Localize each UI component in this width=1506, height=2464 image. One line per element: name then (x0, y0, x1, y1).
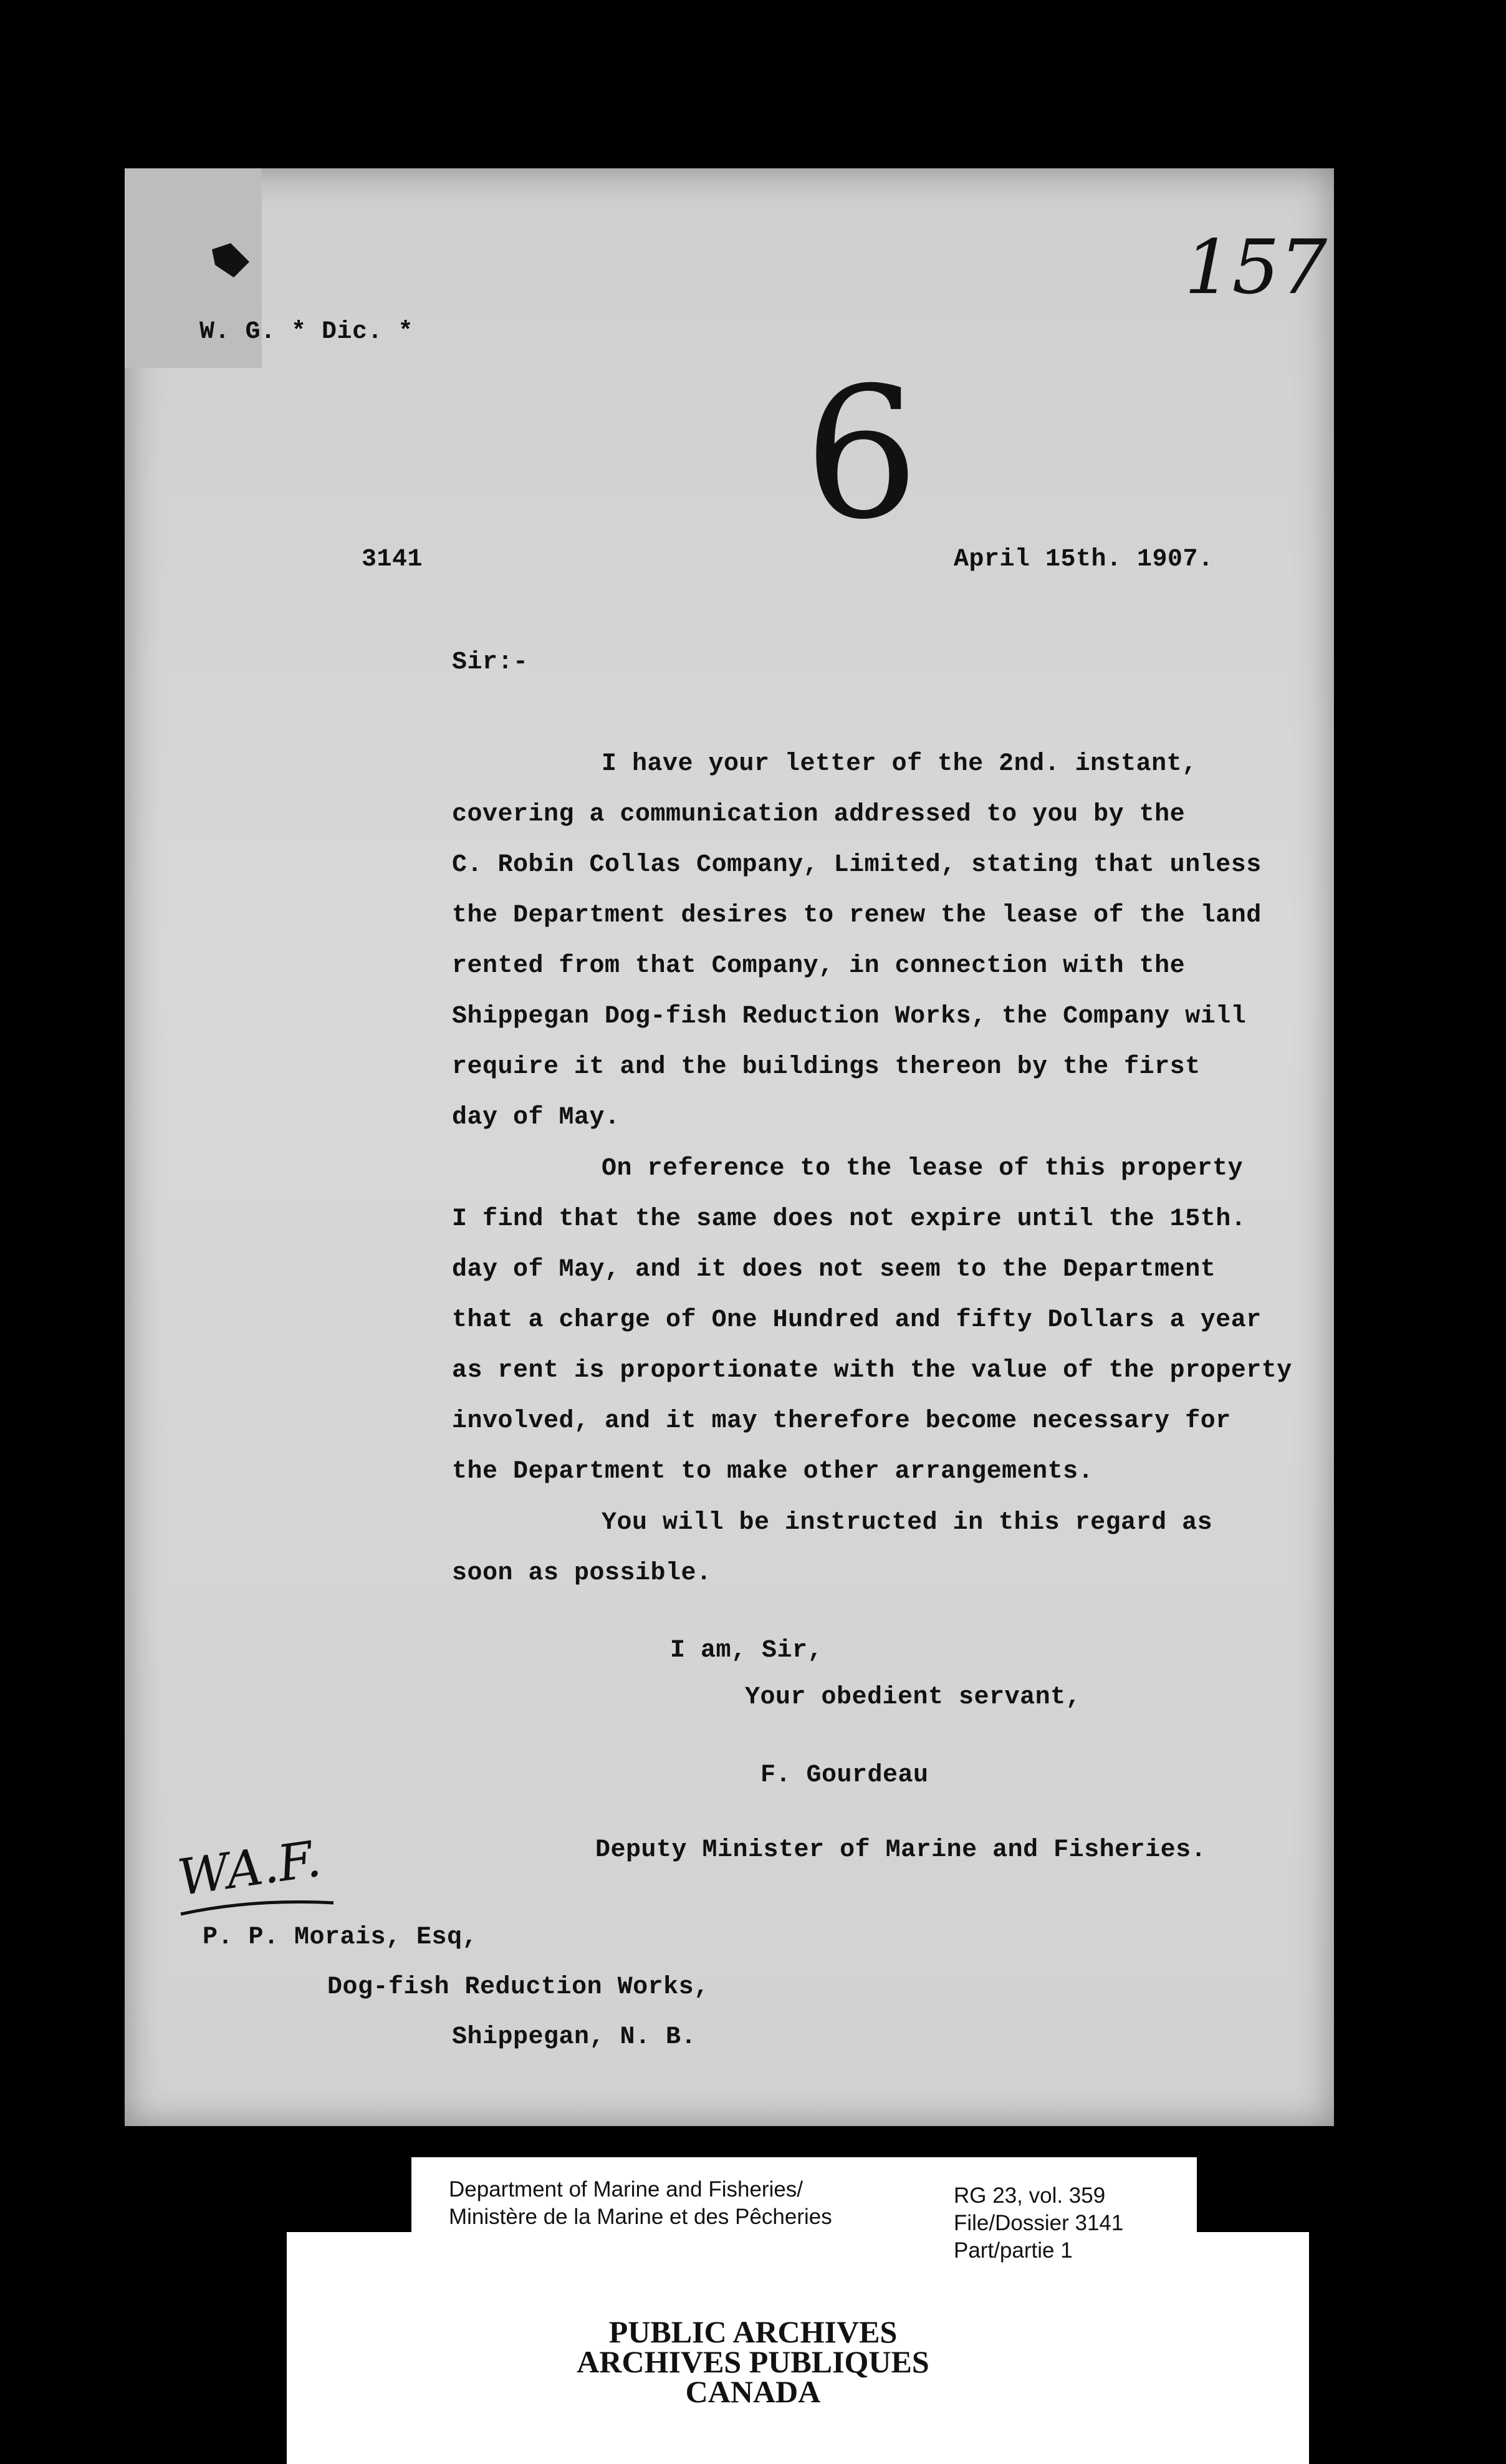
archive-rg: RG 23, vol. 359 (954, 2183, 1106, 2208)
paragraph-1-line: rented from that Company, in connection with the (452, 952, 1186, 980)
paragraph-2-line: I find that the same does not expire until the 15th. (452, 1205, 1247, 1233)
letter-date: April 15th. 1907. (954, 546, 1214, 574)
folio-number: 157 (1184, 224, 1328, 311)
paragraph-1-line: C. Robin Collas Company, Limited, stating that unless (452, 851, 1262, 879)
paragraph-1-line: covering a communication addressed to you by the (452, 801, 1186, 829)
paragraph-1-line: Shippegan Dog-fish Reduction Works, the Company will (452, 1003, 1247, 1031)
recipient-name: P. P. Morais, Esq, (203, 1923, 478, 1951)
paragraph-1-line: the Department desires to renew the lease of the land (452, 902, 1262, 930)
archive-part: Part/partie 1 (954, 2238, 1073, 2263)
signature: F. Gourdeau (760, 1761, 929, 1789)
recipient-location: Shippegan, N. B. (452, 2023, 697, 2051)
header-reference: W. G. * Dic. * (199, 318, 414, 346)
archives-line-1: PUBLIC ARCHIVES (608, 2314, 898, 2349)
archives-line-2: ARCHIVES PUBLIQUES (577, 2344, 929, 2379)
archives-line-3: CANADA (685, 2374, 821, 2409)
paragraph-1-line: I have your letter of the 2nd. instant, (602, 750, 1197, 778)
paragraph-2-line: On reference to the lease of this property (602, 1155, 1244, 1183)
section-mark: 6 (804, 349, 919, 559)
paragraph-3-line: You will be instructed in this regard as (602, 1509, 1213, 1537)
paragraph-1-line: day of May. (452, 1104, 620, 1132)
handwritten-initials: WA.F. (174, 1829, 325, 1907)
paragraph-2-line: the Department to make other arrangements. (452, 1458, 1094, 1486)
department-fr: Ministère de la Marine et des Pêcheries (449, 2205, 832, 2229)
initials-underline (178, 1895, 340, 1920)
signer-title: Deputy Minister of Marine and Fisheries. (595, 1836, 1207, 1864)
paragraph-2-line: that a charge of One Hundred and fifty Dollars a year (452, 1306, 1262, 1334)
closing-line-2: Your obedient servant, (745, 1683, 1082, 1711)
paragraph-1-line: require it and the buildings thereon by the first (452, 1053, 1201, 1081)
punch-hole-mark (206, 240, 256, 284)
archives-stamp (0, 2314, 1506, 2409)
recipient-works: Dog-fish Reduction Works, (327, 1973, 709, 2001)
file-number: 3141 (362, 546, 423, 574)
paragraph-1 (452, 739, 1262, 1143)
closing-line-1: I am, Sir, (670, 1637, 823, 1665)
paragraph-2-line: involved, and it may therefore become necessary for (452, 1407, 1231, 1435)
salutation: Sir:- (452, 648, 529, 676)
paragraph-3 (452, 1498, 1212, 1599)
paragraph-2 (452, 1143, 1292, 1497)
paragraph-2-line: day of May, and it does not seem to the Department (452, 1256, 1216, 1284)
archive-file: File/Dossier 3141 (954, 2211, 1124, 2235)
paragraph-3-line: soon as possible. (452, 1559, 712, 1587)
department-en: Department of Marine and Fisheries/ (449, 2177, 803, 2202)
paragraph-2-line: as rent is proportionate with the value of the property (452, 1357, 1292, 1385)
